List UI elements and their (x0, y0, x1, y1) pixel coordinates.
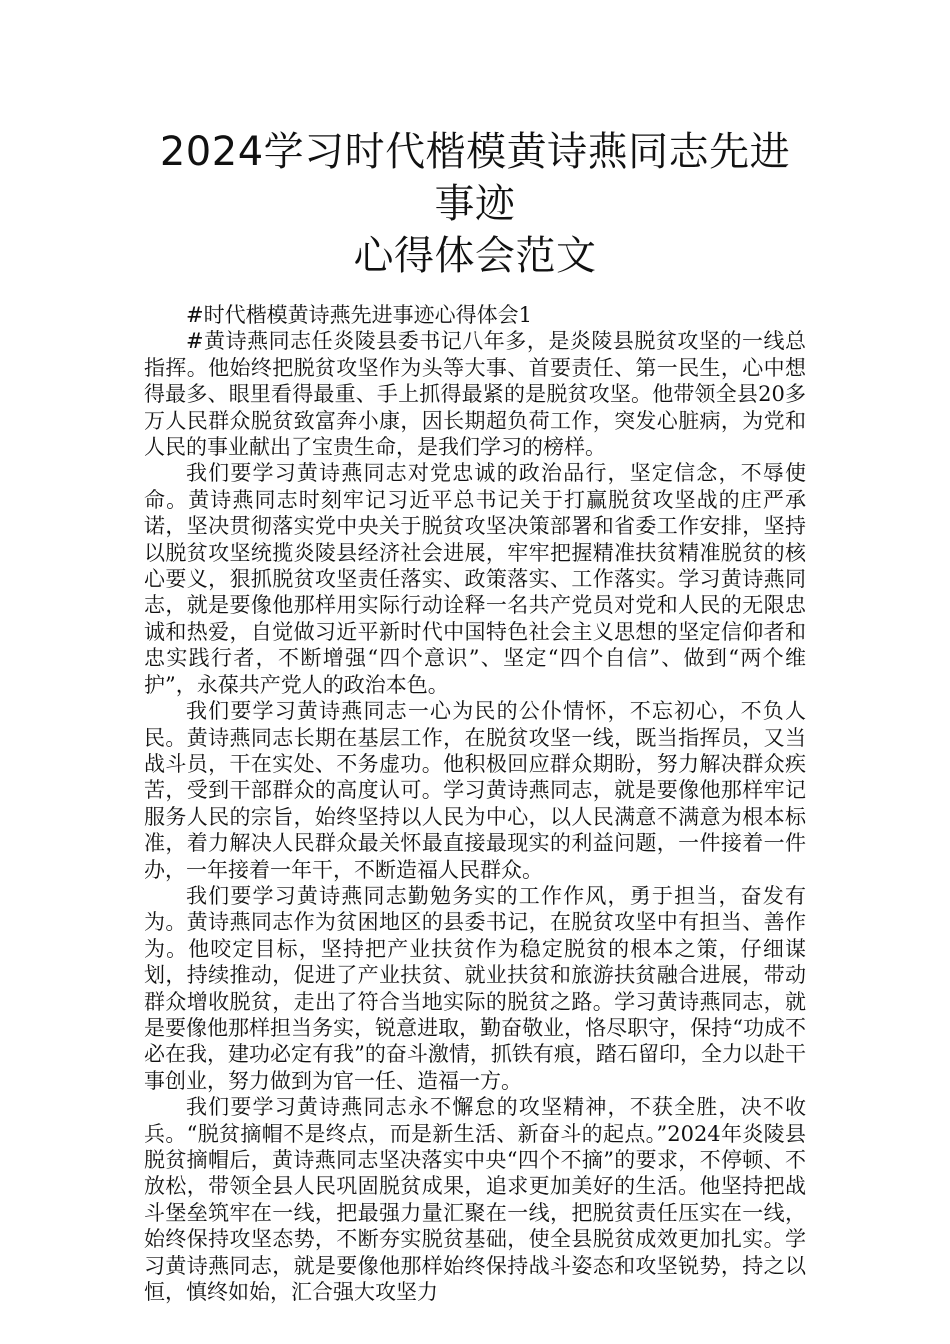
document-body (144, 302, 806, 1305)
document-title (144, 126, 806, 282)
document-page (144, 126, 806, 1305)
paragraph-heading: #时代楷模黄诗燕先进事迹心得体会1 (186, 303, 532, 327)
paragraph: #黄诗燕同志任炎陵县委书记八年多，是炎陵县脱贫攻坚的一线总指挥。他始终把脱贫攻坚作为头等大事、首要责任、第一民生，心中想得最多、眼里看得最重、手上抓得最紧的是脱贫攻坚。他带领全县20多万人民群众脱贫致富奔小康，因长期超负荷工作，突发心脏病，为党和人民的事业献出了宝贵生命，是我们学习的榜样。 (144, 329, 806, 460)
paragraph: 我们要学习黄诗燕同志对党忠诚的政治品行，坚定信念，不辱使命。黄诗燕同志时刻牢记习近平总书记关于打赢脱贫攻坚战的庄严承诺，坚决贯彻落实党中央关于脱贫攻坚决策部署和省委工作安排，坚持以脱贫攻坚统揽炎陵县经济社会进展，牢牢把握精准扶贫精准脱贫的核心要义，狠抓脱贫攻坚责任落实、政策落实、工作落实。学习黄诗燕同志，就是要像他那样用实际行动诠释一名共产党员对党和人民的无限忠诚和热爱，自觉做习近平新时代中国特色社会主义思想的坚定信仰者和忠实践行者，不断增强“四个意识”、坚定“四个自信”、做到“两个维护”，永葆共产党人的政治本色。 (144, 461, 806, 697)
title-line-2: 心得体会范文 (353, 233, 597, 279)
paragraph: 我们要学习黄诗燕同志永不懈怠的攻坚精神，不获全胜，决不收兵。“脱贫摘帽不是终点，而是新生活、新奋斗的起点。”2024年炎陵县脱贫摘帽后，黄诗燕同志坚决落实中央“四个不摘”的要求，不停顿、不放松，带领全县人民巩固脱贫成果，追求更加美好的生活。他坚持把战斗堡垒筑牢在一线，把最强力量汇聚在一线，把脱贫责任压实在一线，始终保持攻坚态势，不断夯实脱贫基础，使全县脱贫成效更加扎实。学习黄诗燕同志，就是要像他那样始终保持战斗姿态和攻坚锐势，持之以恒，慎终如始，汇合强大攻坚力 (144, 1095, 806, 1305)
paragraph: 我们要学习黄诗燕同志勤勉务实的工作作风，勇于担当，奋发有为。黄诗燕同志作为贫困地区的县委书记，在脱贫攻坚中有担当、善作为。他咬定目标，坚持把产业扶贫作为稳定脱贫的根本之策，仔细谋划，持续推动，促进了产业扶贫、就业扶贫和旅游扶贫融合进展，带动群众增收脱贫，走出了符合当地实际的脱贫之路。学习黄诗燕同志，就是要像他那样担当务实，锐意进取，勤奋敬业，恪尽职守，保持“功成不必在我，建功必定有我”的奋斗激情，抓铁有痕，踏石留印，全力以赴干事创业，努力做到为官一任、造福一方。 (144, 883, 806, 1093)
title-line-1: 2024学习时代楷模黄诗燕同志先进事迹 (159, 129, 791, 227)
paragraph: 我们要学习黄诗燕同志一心为民的公仆情怀，不忘初心，不负人民。黄诗燕同志长期在基层工作，在脱贫攻坚一线，既当指挥员，又当战斗员，干在实处、不务虚功。他积极回应群众期盼，努力解决群众疾苦，受到干部群众的高度认可。学习黄诗燕同志，就是要像他那样牢记服务人民的宗旨，始终坚持以人民为中心，以人民满意不满意为根本标准，着力解决人民群众最关怀最直接最现实的利益问题，一件接着一件办，一年接着一年干，不断造福人民群众。 (144, 699, 806, 882)
